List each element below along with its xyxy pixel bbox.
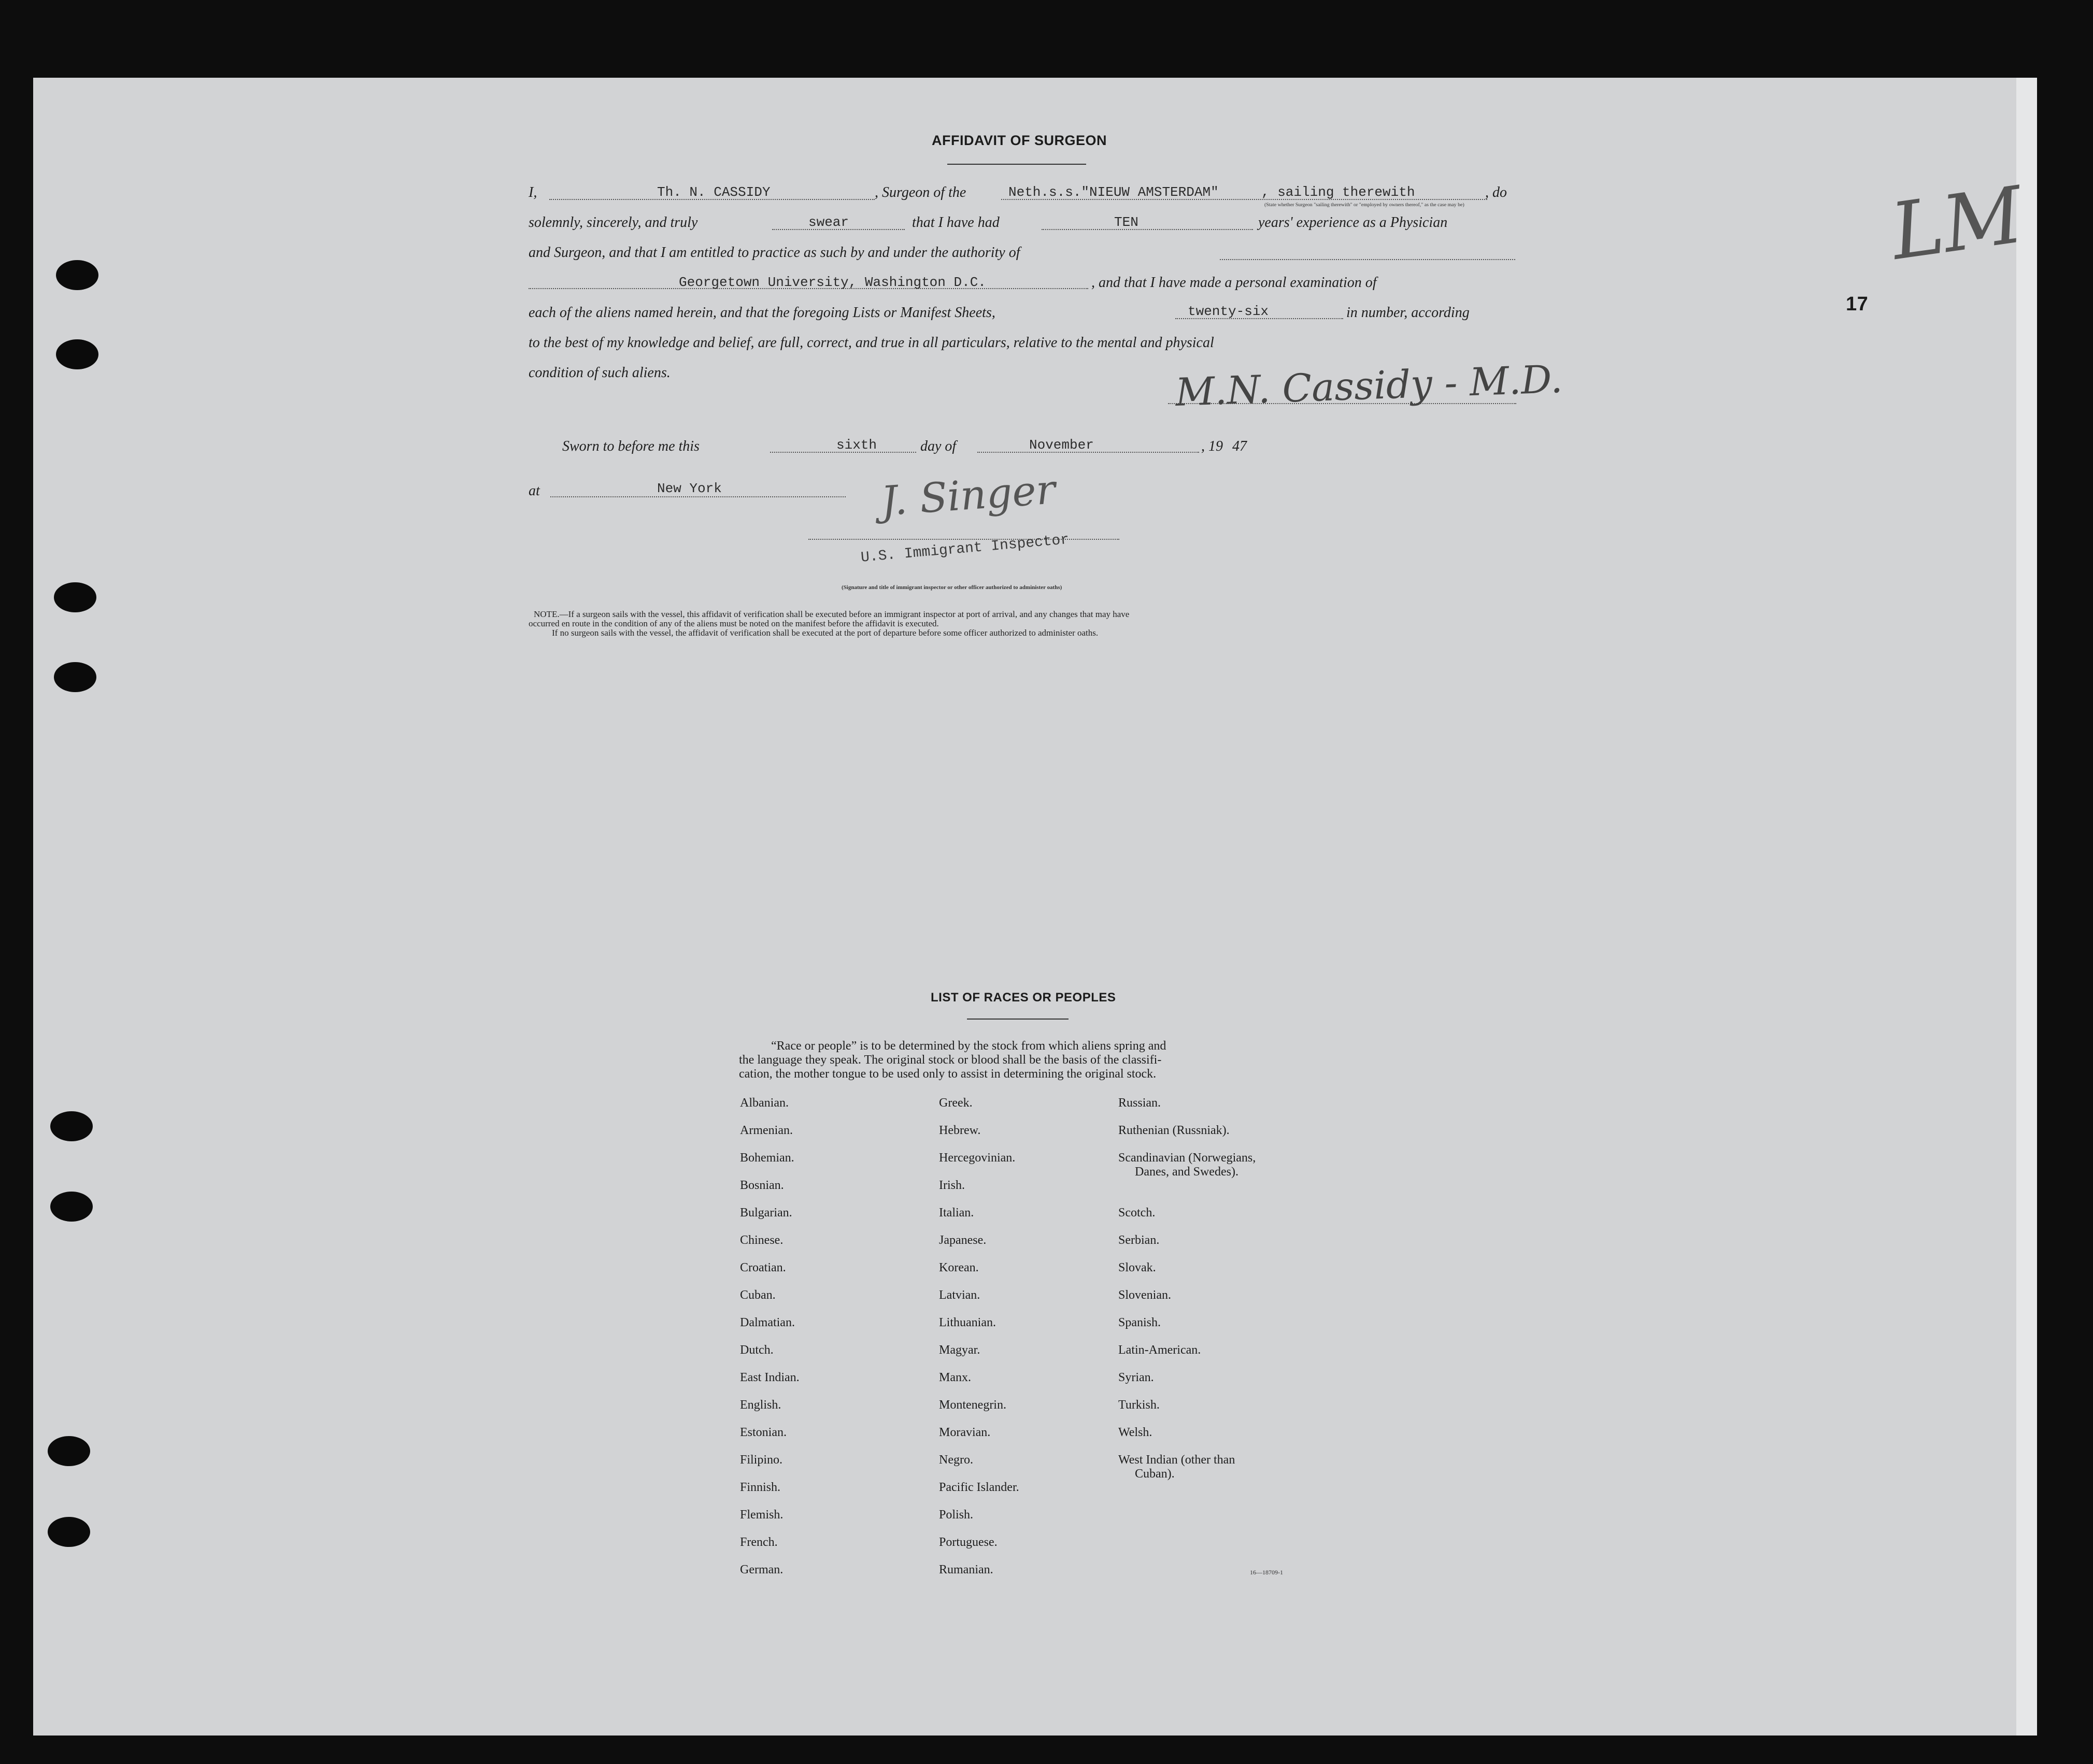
punch-hole bbox=[54, 582, 96, 612]
race-item: Albanian. bbox=[740, 1096, 789, 1110]
inspector-signature: J. Singer bbox=[879, 466, 1057, 525]
affidavit-text: solemnly, sincerely, and truly bbox=[529, 214, 698, 231]
race-item: Portuguese. bbox=[939, 1536, 998, 1549]
race-item: Italian. bbox=[939, 1206, 974, 1220]
race-item: Irish. bbox=[939, 1179, 965, 1192]
race-item: Scotch. bbox=[1118, 1206, 1156, 1220]
race-item: Latvian. bbox=[939, 1288, 980, 1302]
race-item: Hebrew. bbox=[939, 1124, 981, 1137]
races-title-underline bbox=[967, 1019, 1069, 1020]
affidavit-text: Sworn to before me this bbox=[562, 438, 700, 454]
race-item: Montenegrin. bbox=[939, 1398, 1006, 1412]
document-page bbox=[33, 78, 2037, 1736]
form-number: 16—18709-1 bbox=[1250, 1569, 1283, 1576]
race-item: Syrian. bbox=[1118, 1371, 1154, 1384]
race-item: Estonian. bbox=[740, 1426, 787, 1439]
race-item: Flemish. bbox=[740, 1508, 784, 1522]
affidavit-text: in number, according bbox=[1346, 305, 1470, 321]
race-item: Pacific Islander. bbox=[939, 1481, 1019, 1494]
race-item: Armenian. bbox=[740, 1124, 793, 1137]
page-number: 17 bbox=[1846, 293, 1869, 315]
race-item: Spanish. bbox=[1118, 1316, 1161, 1329]
years-experience: TEN bbox=[1114, 214, 1138, 230]
signature-line bbox=[808, 539, 1119, 540]
licensing-authority: Georgetown University, Washington D.C. bbox=[679, 275, 986, 290]
punch-hole bbox=[56, 339, 98, 369]
race-item: Scandinavian (Norwegians, bbox=[1118, 1151, 1256, 1165]
note-line: occurred en route in the condition of any of the aliens must be noted on the manifest before the affidavit is executed. bbox=[529, 619, 939, 628]
affidavit-text: that I have had bbox=[912, 214, 1000, 231]
title-underline bbox=[947, 164, 1086, 165]
blank-line bbox=[1042, 229, 1253, 230]
race-item: Dalmatian. bbox=[740, 1316, 795, 1329]
race-item: Negro. bbox=[939, 1453, 973, 1467]
affidavit-title: AFFIDAVIT OF SURGEON bbox=[932, 133, 1107, 148]
sheet-count: twenty-six bbox=[1188, 304, 1269, 319]
race-item: Serbian. bbox=[1118, 1234, 1160, 1247]
inspector-caption: (Signature and title of immigrant inspector or other officer authorized to administer oaths) bbox=[842, 584, 1062, 591]
affidavit-text: condition of such aliens. bbox=[529, 365, 671, 381]
race-item: Welsh. bbox=[1118, 1426, 1152, 1439]
punch-hole bbox=[50, 1111, 93, 1141]
race-item: Greek. bbox=[939, 1096, 973, 1110]
oath-type: swear bbox=[808, 214, 849, 230]
race-item: Moravian. bbox=[939, 1426, 991, 1439]
affidavit-text: years' experience as a Physician bbox=[1258, 214, 1448, 231]
race-item: Slovenian. bbox=[1118, 1288, 1171, 1302]
punch-hole bbox=[48, 1436, 90, 1466]
race-item: Bosnian. bbox=[740, 1179, 784, 1192]
margin-initials: LM bbox=[1886, 170, 2029, 278]
sailing-status: , sailing therewith bbox=[1261, 184, 1415, 200]
race-item: Latin-American. bbox=[1118, 1343, 1201, 1357]
race-item: Filipino. bbox=[740, 1453, 783, 1467]
sworn-day: sixth bbox=[836, 437, 877, 453]
surgeon-name: Th. N. CASSIDY bbox=[657, 184, 771, 200]
inspector-title: U.S. Immigrant Inspector bbox=[860, 532, 1070, 566]
punch-hole bbox=[50, 1192, 93, 1222]
races-intro-line: “Race or people” is to be determined by the stock from which aliens spring and bbox=[771, 1039, 1166, 1053]
vessel-note: (State whether Surgeon "sailing therewith" or "employed by owners thereof," as the case may be) bbox=[1264, 202, 1464, 208]
race-item: Russian. bbox=[1118, 1096, 1161, 1110]
affidavit-text: , and that I have made a personal examination of bbox=[1091, 275, 1377, 291]
affidavit-text: , 19 bbox=[1201, 438, 1223, 454]
note-line: NOTE.—If a surgeon sails with the vessel, this affidavit of verification shall be executed before an immigrant inspector at port of arrival, and any changes that may have bbox=[534, 609, 1130, 619]
race-item: Polish. bbox=[939, 1508, 974, 1522]
race-item: Bohemian. bbox=[740, 1151, 794, 1165]
surgeon-signature: M.N. Cassidy - M.D. bbox=[1174, 356, 1563, 415]
race-item: Danes, and Swedes). bbox=[1135, 1165, 1238, 1179]
race-item: Chinese. bbox=[740, 1234, 784, 1247]
blank-line bbox=[550, 496, 846, 497]
race-item: Manx. bbox=[939, 1371, 971, 1384]
race-item: Turkish. bbox=[1118, 1398, 1160, 1412]
race-item: German. bbox=[740, 1563, 784, 1576]
race-item: Ruthenian (Russniak). bbox=[1118, 1124, 1230, 1137]
sworn-month: November bbox=[1029, 437, 1094, 453]
blank-line bbox=[1220, 259, 1515, 260]
race-item: Lithuanian. bbox=[939, 1316, 996, 1329]
punch-hole bbox=[48, 1517, 90, 1547]
race-item: Cuban. bbox=[740, 1288, 776, 1302]
race-item: Slovak. bbox=[1118, 1261, 1156, 1274]
race-item: Finnish. bbox=[740, 1481, 781, 1494]
affidavit-text: I, bbox=[529, 184, 537, 200]
race-item: French. bbox=[740, 1536, 778, 1549]
race-item: Magyar. bbox=[939, 1343, 980, 1357]
race-item: Dutch. bbox=[740, 1343, 774, 1357]
race-item: West Indian (other than bbox=[1118, 1453, 1235, 1467]
sworn-place: New York bbox=[657, 481, 722, 496]
page-edge bbox=[2016, 78, 2037, 1736]
punch-hole bbox=[54, 662, 96, 692]
race-item: Japanese. bbox=[939, 1234, 987, 1247]
race-item: Croatian. bbox=[740, 1261, 786, 1274]
affidavit-text: each of the aliens named herein, and that the foregoing Lists or Manifest Sheets, bbox=[529, 305, 995, 321]
race-item: Hercegovinian. bbox=[939, 1151, 1016, 1165]
affidavit-text: to the best of my knowledge and belief, are full, correct, and true in all particulars, relative to the mental and physical bbox=[529, 335, 1214, 351]
race-item: East Indian. bbox=[740, 1371, 800, 1384]
races-intro-line: cation, the mother tongue to be used only to assist in determining the original stock. bbox=[739, 1067, 1157, 1081]
race-item: Korean. bbox=[939, 1261, 979, 1274]
vessel-name: Neth.s.s."NIEUW AMSTERDAM" bbox=[1008, 184, 1219, 200]
race-item: Cuban). bbox=[1135, 1467, 1175, 1481]
race-item: Bulgarian. bbox=[740, 1206, 792, 1220]
races-title: LIST OF RACES OR PEOPLES bbox=[931, 991, 1116, 1005]
punch-hole bbox=[56, 260, 98, 290]
affidavit-text: day of bbox=[920, 438, 957, 454]
race-item: English. bbox=[740, 1398, 781, 1412]
race-item: Rumanian. bbox=[939, 1563, 993, 1576]
affidavit-text: , do bbox=[1485, 184, 1507, 200]
affidavit-text: , Surgeon of the bbox=[875, 184, 966, 200]
affidavit-text: at bbox=[529, 483, 540, 499]
sworn-year: 47 bbox=[1232, 438, 1247, 454]
note-line: If no surgeon sails with the vessel, the affidavit of verification shall be executed at the port of departure before some officer authorized to administer oaths. bbox=[552, 628, 1099, 638]
races-intro-line: the language they speak. The original stock or blood shall be the basis of the classifi- bbox=[739, 1053, 1162, 1067]
affidavit-text: and Surgeon, and that I am entitled to practice as such by and under the authority of bbox=[529, 245, 1020, 261]
